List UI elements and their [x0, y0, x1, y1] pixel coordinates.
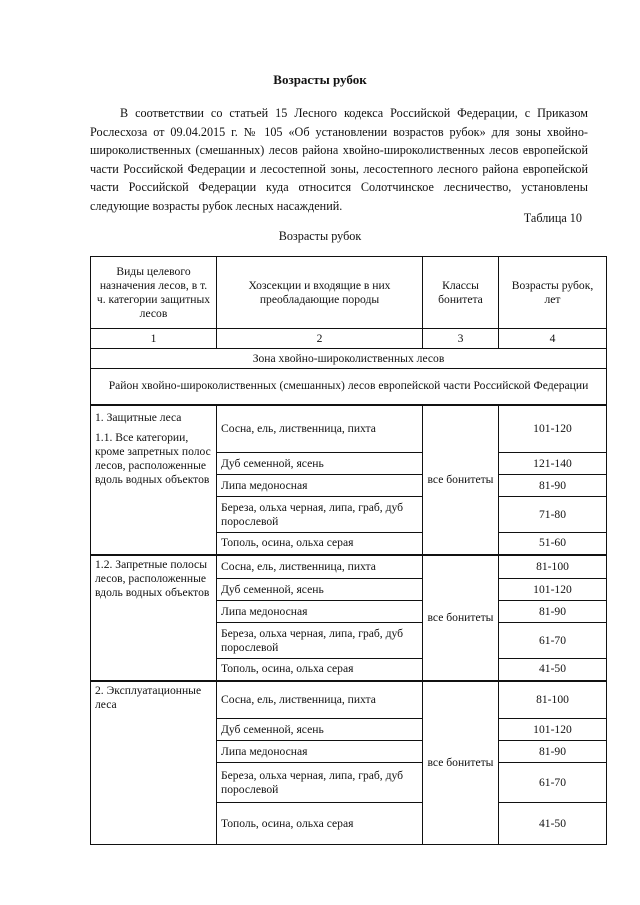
species-cell: Сосна, ель, лиственница, пихта [217, 405, 423, 453]
header-purpose: Виды целевого назначения лесов, в т. ч. категории защитных лесов [91, 257, 217, 329]
age-cell: 81-100 [499, 681, 607, 719]
bonitet-cell: все бонитеты [423, 405, 499, 555]
species-cell: Липа медоносная [217, 741, 423, 763]
age-cell: 41-50 [499, 803, 607, 845]
species-cell: Сосна, ель, лиственница, пихта [217, 681, 423, 719]
group1-label-a: 1. Защитные леса [95, 410, 182, 424]
table-caption: Возрасты рубок [278, 229, 362, 243]
table-row [91, 555, 607, 579]
bonitet-cell: все бонитеты [423, 681, 499, 845]
species-cell: Липа медоносная [217, 475, 423, 497]
group1-label [91, 405, 217, 555]
age-cell: 51-60 [499, 533, 607, 555]
species-cell: Тополь, осина, ольха серая [217, 803, 423, 845]
bonitet-cell: все бонитеты [423, 555, 499, 681]
region-label: Район хвойно-широколиственных (смешанных) лесов европейской части Российской Федерации [91, 369, 607, 405]
group3-label: 2. Эксплуатационные леса [91, 681, 217, 845]
document-title: Возрасты рубок [273, 72, 367, 87]
cutting-age-table [90, 256, 607, 845]
age-cell: 61-70 [499, 623, 607, 659]
age-cell: 41-50 [499, 659, 607, 681]
table-row [91, 405, 607, 453]
species-cell: Тополь, осина, ольха серая [217, 659, 423, 681]
species-cell: Тополь, осина, ольха серая [217, 533, 423, 555]
header-age: Возрасты рубок, лет [499, 257, 607, 329]
zone-label: Зона хвойно-широколиственных лесов [91, 349, 607, 369]
species-cell: Сосна, ель, лиственница, пихта [217, 555, 423, 579]
intro-paragraph [90, 104, 588, 215]
age-cell: 101-120 [499, 579, 607, 601]
age-cell: 101-120 [499, 405, 607, 453]
column-number-row [91, 329, 607, 349]
table-row [91, 681, 607, 719]
group2-label: 1.2. Запретные полосы лесов, расположенные вдоль водных объектов [91, 555, 217, 681]
age-cell: 81-90 [499, 475, 607, 497]
age-cell: 101-120 [499, 719, 607, 741]
region-row [91, 369, 607, 405]
species-cell: Береза, ольха черная, липа, граб, дуб порослевой [217, 763, 423, 803]
age-cell: 71-80 [499, 497, 607, 533]
age-cell: 81-90 [499, 741, 607, 763]
table-header-row [91, 257, 607, 329]
header-species: Хозсекции и входящие в них преобладающие породы [217, 257, 423, 329]
species-cell: Дуб семенной, ясень [217, 719, 423, 741]
age-cell: 81-90 [499, 601, 607, 623]
column-number: 1 [91, 329, 217, 349]
column-number: 3 [423, 329, 499, 349]
age-cell: 61-70 [499, 763, 607, 803]
species-cell: Липа медоносная [217, 601, 423, 623]
column-number: 2 [217, 329, 423, 349]
header-bonitet: Классы бонитета [423, 257, 499, 329]
zone-row [91, 349, 607, 369]
intro-paragraph-text: В соответствии со статьей 15 Лесного кодекса Российской Федерации, с Приказом Рослесхоза от 09.04.2015 г. № 105 «Об установлении возрастов рубок» для зоны хвойно-широколиственных (смешанных) лесов района хвойно-широколиственных лесов европейской части Российской Федерации и лесостепной зоны, лесостепного лесного района европейской части Российской Федерации куда относится Солотчинское лесничество, установлены следующие возрасты рубок лесных насаждений. [90, 106, 588, 213]
species-cell: Береза, ольха черная, липа, граб, дуб порослевой [217, 497, 423, 533]
age-cell: 81-100 [499, 555, 607, 579]
group1-label-b: 1.1. Все категории, кроме запретных полос лесов, расположенные вдоль водных объектов [95, 430, 211, 486]
age-cell: 121-140 [499, 453, 607, 475]
species-cell: Береза, ольха черная, липа, граб, дуб порослевой [217, 623, 423, 659]
table-number: Таблица 10 [523, 211, 582, 225]
species-cell: Дуб семенной, ясень [217, 579, 423, 601]
species-cell: Дуб семенной, ясень [217, 453, 423, 475]
column-number: 4 [499, 329, 607, 349]
